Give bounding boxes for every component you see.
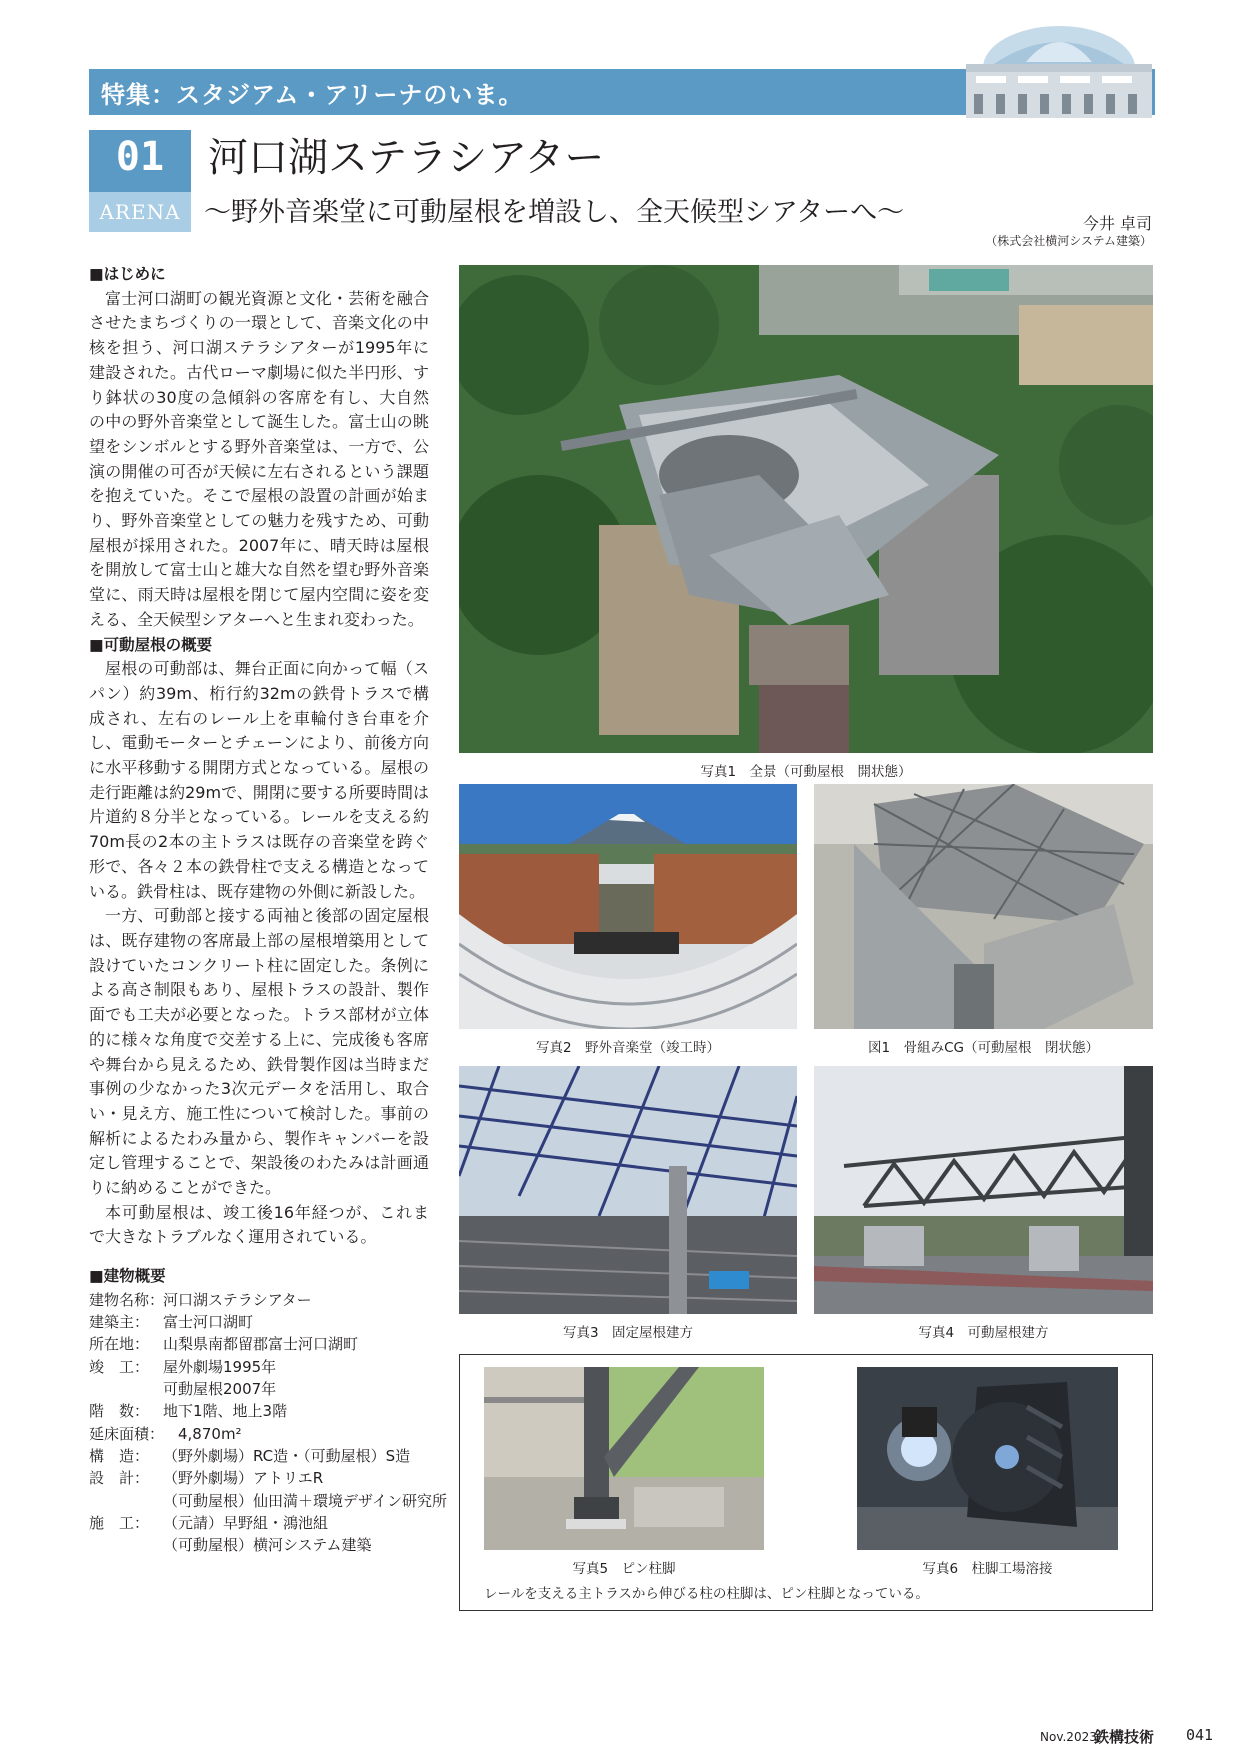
spec-value: 屋外劇場1995年 xyxy=(163,1357,277,1376)
issue-date: Nov.2023 xyxy=(1040,1730,1097,1744)
spec-row xyxy=(89,1512,429,1534)
photo6-caption: 写真6 柱脚工場溶接 xyxy=(922,1561,1053,1577)
badge-number: 01 xyxy=(115,134,165,180)
spec-key: 建築主： xyxy=(89,1313,150,1332)
spec-row xyxy=(89,1400,429,1422)
spec-row xyxy=(89,1311,429,1333)
spec-row xyxy=(89,1467,429,1489)
spec-row xyxy=(89,1378,429,1400)
section-heading: ■可動屋根の概要 xyxy=(89,635,213,654)
section-heading: ■はじめに xyxy=(89,265,166,283)
spec-key: 竣 工： xyxy=(89,1357,150,1376)
author-affiliation: （株式会社横河システム建築） xyxy=(985,234,1152,248)
cg-frame-figure xyxy=(814,784,1153,1029)
spec-key: 設 計： xyxy=(89,1469,150,1488)
spec-value: （野外劇場）アトリエR xyxy=(163,1469,324,1488)
feature-title: 特集：スタジアム・アリーナのいま。 xyxy=(101,81,524,109)
article-body xyxy=(89,262,447,1556)
photo5-caption: 写真5 ピン柱脚 xyxy=(572,1561,676,1577)
spec-value: 地下1階、地上3階 xyxy=(163,1402,288,1421)
spec-key: 建物名称： xyxy=(89,1290,165,1309)
spec-row xyxy=(89,1333,429,1355)
spec-row xyxy=(89,1289,429,1311)
spec-list xyxy=(89,1289,447,1557)
spec-key: 階 数： xyxy=(89,1402,150,1421)
spec-key: 延床面積： xyxy=(89,1424,165,1443)
movable-roof-erection-photo xyxy=(814,1066,1153,1314)
spec-key: 構 造： xyxy=(89,1446,150,1465)
magazine-name: 鉄構技術 xyxy=(1094,1728,1155,1746)
aerial-photo xyxy=(459,265,1153,753)
box-note: レールを支える主トラスから伸びる柱の柱脚は、ピン柱脚となっている。 xyxy=(484,1586,929,1602)
photo2-caption: 写真2 野外音楽堂（竣工時） xyxy=(535,1040,721,1056)
author-name: 今井 卓司 xyxy=(1082,214,1152,233)
spec-value: （可動屋根）横河システム建築 xyxy=(163,1536,372,1555)
paragraph: 屋根の可動部は、舞台正面に向かって幅（スパン）約39m、桁行約32mの鉄骨トラスで構成され、左右のレール上を車輪付き台車を介し、電動モーターとチェーンにより、前後方向に水平移動する開閉方式となっている。屋根の走行距離は約29mで、開閉に要する所要時間は片道約８分半となっている。レールを支える約70m長の2本の主トラスは既存の音楽堂を跨ぐ形で、各々２本の鉄骨柱で支える構造となっている。鉄骨柱は、既存建物の外側に新設した。 xyxy=(89,659,429,901)
photo3-caption: 写真3 固定屋根建方 xyxy=(562,1325,694,1341)
spec-value: 4,870m² xyxy=(163,1424,242,1443)
paragraph: 本可動屋根は、竣工後16年経つが、これまで大きなトラブルなく運用されている。 xyxy=(89,1202,429,1247)
spec-value: （可動屋根）仙田満＋環境デザイン研究所 xyxy=(163,1491,447,1510)
paragraph: 富士河口湖町の観光資源と文化・芸術を融合させたまちづくりの一環として、音楽文化の中核を担う、河口湖ステラシアターが1995年に建設された。古代ローマ劇場に似た半円形、すり鉢状の30度の急傾斜の客席を有し、大自然の中の野外音楽堂として誕生した。富士山の眺望をシンボルとする野外音楽堂は、一方で、公演の開催の可否が天候に左右されるという課題を抱えていた。そこで屋根の設置の計画が始まり、野外音楽堂としての魅力を残すため、可動屋根が採用された。2007年に、晴天時は屋根を開放して富士山と雄大な自然を望む野外音楽堂に、雨天時は屋根を閉じて屋内空間に姿を変える、全天候型シアターへと生まれ変わった。 xyxy=(89,288,429,629)
spec-key: 施 工： xyxy=(89,1513,150,1532)
spec-value: 可動屋根2007年 xyxy=(163,1380,277,1399)
theater-photo xyxy=(459,784,797,1029)
stadium-dome-icon xyxy=(966,22,1152,118)
spec-value: （元請）早野組・鴻池組 xyxy=(163,1513,329,1532)
paragraph: 一方、可動部と接する両袖と後部の固定屋根は、既存建物の客席最上部の屋根増築用として設けていたコンクリート柱に固定した。条例による高さ制限もあり、屋根トラスの設計、製作面でも工夫が必要となった。トラス部材が立体的に様々な角度で交差する上に、完成後も客席や舞台から見えるため、鉄骨製作図は当時まだ事例の少なかった3次元データを活用し、取合い・見え方、施工性について検討した。事前の解析によるたわみ量から、製作キャンバーを設定し管理することで、架設後のわたみは計画通りに納めることができた。 xyxy=(89,906,429,1198)
spec-key: 所在地： xyxy=(89,1335,150,1354)
spec-value: 山梨県南都留郡富士河口湖町 xyxy=(163,1335,359,1354)
spec-row xyxy=(89,1445,429,1467)
page-number: 041 xyxy=(1186,1726,1214,1744)
spec-value: 河口湖ステラシアター xyxy=(163,1290,312,1309)
article-subtitle: 〜野外音楽堂に可動屋根を増設し、全天候型シアターへ〜 xyxy=(204,197,905,228)
article-title: 河口湖ステラシアター xyxy=(208,135,605,181)
spec-value: 富士河口湖町 xyxy=(163,1313,254,1332)
welding-photo xyxy=(857,1367,1118,1550)
spec-row xyxy=(89,1534,429,1556)
spec-row xyxy=(89,1490,447,1512)
pin-base-photo xyxy=(484,1367,764,1550)
spec-row xyxy=(89,1423,429,1445)
photo1-caption: 写真1 全景（可動屋根 開状態） xyxy=(700,764,912,780)
spec-row xyxy=(89,1356,429,1378)
section-heading: ■建物概要 xyxy=(89,1267,166,1286)
spec-value: （野外劇場）RC造・（可動屋根）S造 xyxy=(163,1446,411,1465)
badge-label: ARENA xyxy=(99,200,181,224)
fixed-roof-erection-photo xyxy=(459,1066,797,1314)
fig1-caption: 図1 骨組みCG（可動屋根 閉状態） xyxy=(868,1040,1099,1056)
photo4-caption: 写真4 可動屋根建方 xyxy=(918,1325,1049,1341)
